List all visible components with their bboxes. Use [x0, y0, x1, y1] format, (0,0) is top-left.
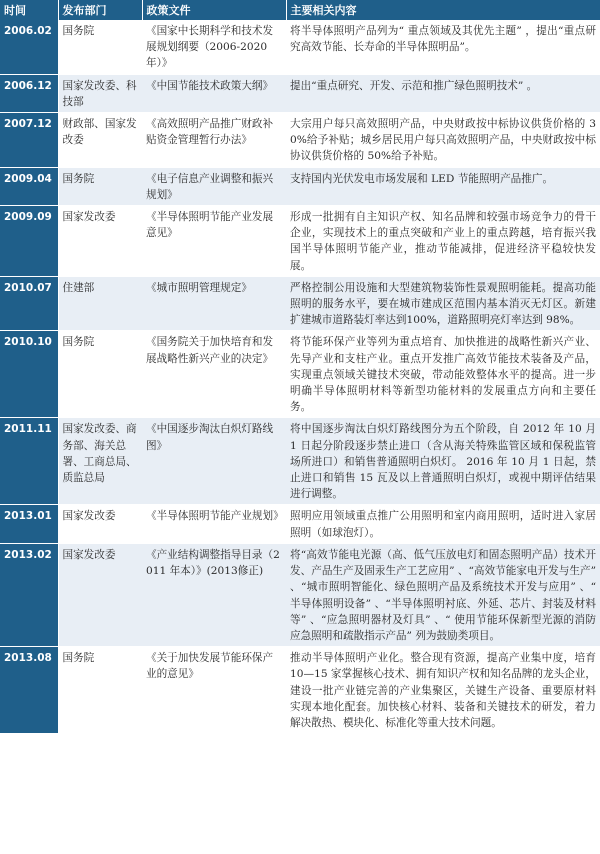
row-policy-document: 《关于加快发展节能环保产业的意见》: [142, 647, 286, 734]
header-date: 时间: [0, 0, 58, 20]
row-date: 2013.08: [0, 647, 58, 734]
table-row: [0, 206, 600, 277]
row-main-content: 将“高效节能电光源（高、低气压放电灯和固态照明产品）技术开发、产品生产及固汞生产工艺应用” 、“高效节能家电开发与生产” 、“城市照明智能化、绿色照明产品及系统技术开发与应用” 、“ 半导体照明设备” 、“半导体照明衬底、外延、芯片、封装及材料等” 、“应急照明器材及灯具” 、“ 使用节能环保新型光源的消防应急照明和疏散指示产品” 列为鼓励类项目。: [286, 543, 600, 646]
row-department: 国家发改委、商务部、海关总署、工商总局、质监总局: [58, 418, 142, 505]
table-row: [0, 647, 600, 734]
table-row: [0, 20, 600, 74]
table-row: [0, 276, 600, 331]
row-date: 2013.02: [0, 543, 58, 646]
row-policy-document: 《国家中长期科学和技术发展规划纲要（2006-2020 年）》: [142, 20, 286, 74]
row-policy-document: 《电子信息产业调整和振兴规划》: [142, 167, 286, 205]
row-date: 2011.11: [0, 418, 58, 505]
row-department: 住建部: [58, 276, 142, 331]
table-header-row: [0, 0, 600, 20]
row-date: 2010.07: [0, 276, 58, 331]
row-date: 2009.09: [0, 206, 58, 277]
row-department: 国务院: [58, 167, 142, 205]
row-policy-document: 《中国节能技术政策大纲》: [142, 74, 286, 112]
row-department: 财政部、国家发改委: [58, 113, 142, 168]
row-main-content: 严格控制公用设施和大型建筑物装饰性景观照明能耗。提高功能照明的服务水平，要在城市建成区范围内基本消灭无灯区。新建扩建城市道路装灯率达到100%，道路照明亮灯率达到 98%。: [286, 276, 600, 331]
table-row: [0, 113, 600, 168]
row-main-content: 大宗用户每只高效照明产品，中央财政按中标协议供货价格的 30%给予补贴；城乡居民用户每只高效照明产品，中央财政按中标协议供货价格的 50%给予补贴。: [286, 113, 600, 168]
row-date: 2006.12: [0, 74, 58, 112]
table-row: [0, 74, 600, 112]
table-row: [0, 543, 600, 646]
row-date: 2006.02: [0, 20, 58, 74]
row-policy-document: 《产业结构调整指导目录（2011 年本）》(2013修正): [142, 543, 286, 646]
header-main-content: 主要相关内容: [286, 0, 600, 20]
row-policy-document: 《高效照明产品推广财政补贴资金管理暂行办法》: [142, 113, 286, 168]
row-date: 2013.01: [0, 505, 58, 543]
row-main-content: 推动半导体照明产业化。整合现有资源，提高产业集中度，培育 10—15 家掌握核心技术、拥有知识产权和知名品牌的龙头企业，建设一批产业链完善的产业集聚区，关键生产设备、重要原材料实现本地化配套。加快核心材料、装备和关键技术的研发，着力解决散热、模块化、标准化等重大技术问题。: [286, 647, 600, 734]
table-row: [0, 418, 600, 505]
row-policy-document: 《半导体照明节能产业规划》: [142, 505, 286, 543]
row-department: 国务院: [58, 647, 142, 734]
row-department: 国家发改委: [58, 505, 142, 543]
row-main-content: 将节能环保产业等列为重点培育、加快推进的战略性新兴产业、先导产业和支柱产业。重点开发推广高效节能技术装备及产品，实现重点领域关键技术突破，带动能效整体水平的提高。进一步明确半导体照明材料等新型功能材料的发展重点方向和主要任务。: [286, 331, 600, 418]
row-date: 2010.10: [0, 331, 58, 418]
row-main-content: 支持国内光伏发电市场发展和 LED 节能照明产品推广。: [286, 167, 600, 205]
table-row: [0, 167, 600, 205]
row-policy-document: 《城市照明管理规定》: [142, 276, 286, 331]
row-date: 2007.12: [0, 113, 58, 168]
header-policy-document: 政策文件: [142, 0, 286, 20]
row-department: 国家发改委: [58, 206, 142, 277]
row-policy-document: 《国务院关于加快培育和发展战略性新兴产业的决定》: [142, 331, 286, 418]
table-row: [0, 505, 600, 543]
row-main-content: 将半导体照明产品列为“ 重点领域及其优先主题” ，提出“重点研究高效节能、长寿命的半导体照明品”。: [286, 20, 600, 74]
row-main-content: 将中国逐步淘汰白炽灯路线图分为五个阶段，自 2012 年 10 月 1 日起分阶段逐步禁止进口（含从海关特殊监管区域和保税监管场所进口）和销售普通照明白炽灯。 2016 年 10 月 1 日起，禁止进口和销售 15 瓦及以上普通照明白炽灯，或视中期评估结果进行调整。: [286, 418, 600, 505]
header-department: 发布部门: [58, 0, 142, 20]
row-main-content: 照明应用领域重点推广公用照明和室内商用照明，适时进入家居照明（如球泡灯）。: [286, 505, 600, 543]
row-department: 国家发改委、科技部: [58, 74, 142, 112]
row-department: 国务院: [58, 331, 142, 418]
row-main-content: 提出“重点研究、开发、示范和推广绿色照明技术” 。: [286, 74, 600, 112]
table-row: [0, 331, 600, 418]
row-department: 国家发改委: [58, 543, 142, 646]
row-policy-document: 《半导体照明节能产业发展意见》: [142, 206, 286, 277]
row-main-content: 形成一批拥有自主知识产权、知名品牌和较强市场竞争力的骨干企业，实现技术上的重点突破和产业上的重点跨越，培育振兴我国半导体照明节能产业，推动节能减排，促进经济平稳较快发展。: [286, 206, 600, 277]
row-date: 2009.04: [0, 167, 58, 205]
row-department: 国务院: [58, 20, 142, 74]
row-policy-document: 《中国逐步淘汰白炽灯路线图》: [142, 418, 286, 505]
